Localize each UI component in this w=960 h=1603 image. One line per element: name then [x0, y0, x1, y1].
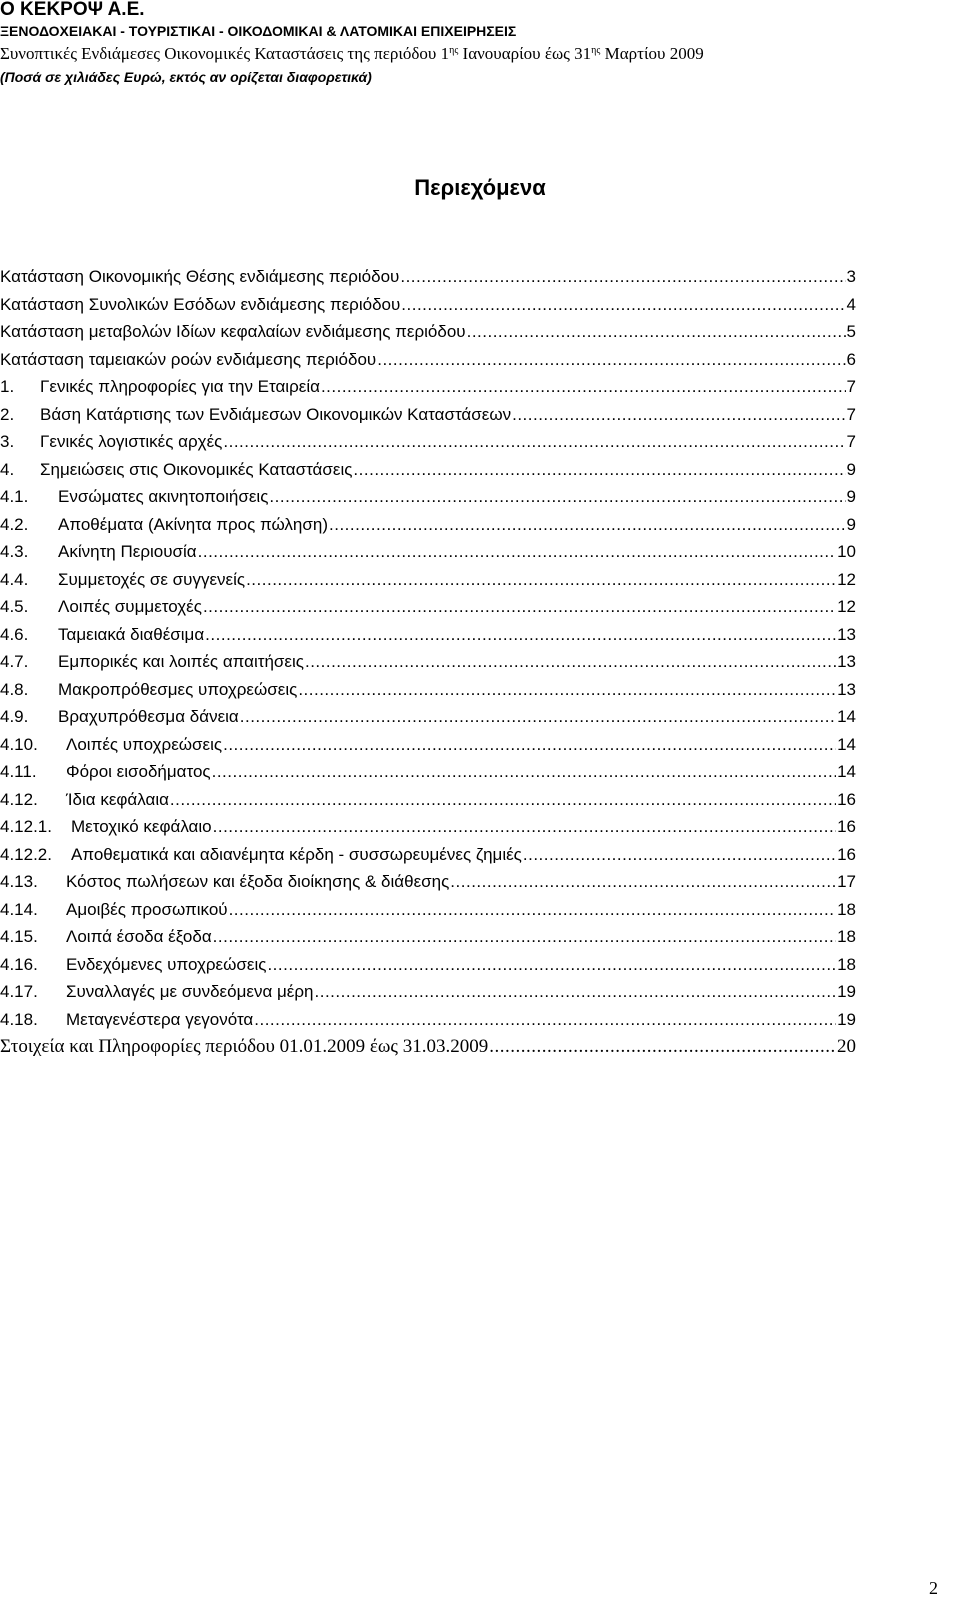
- dot-leader: [213, 926, 836, 948]
- statement-title: [0, 43, 704, 65]
- toc-entry-title: Βάση Κατάρτισης των Ενδιάμεσων Οικονομικών Καταστάσεων: [40, 404, 512, 424]
- toc-entry-number: 4.12.: [0, 789, 38, 809]
- toc-entry-title: Γενικές πληροφορίες για την Εταιρεία: [40, 377, 320, 396]
- dot-leader: [240, 706, 836, 728]
- toc-entry-number: 4.7.: [0, 652, 29, 671]
- dot-leader: [400, 266, 845, 288]
- toc-entry-page: 9: [846, 459, 856, 479]
- toc-entry-title: Λοιπές υποχρεώσεις: [66, 734, 223, 754]
- toc-entry-title: Ταμειακά διαθέσιμα: [58, 624, 205, 644]
- toc-entry-page: 9: [846, 514, 856, 534]
- toc-entry-title: Λοιπές συμμετοχές: [58, 597, 202, 616]
- toc-entry-number: 4.10.: [0, 734, 38, 754]
- toc-entry[interactable]: [0, 321, 856, 349]
- toc-entry[interactable]: [0, 734, 856, 762]
- toc-entry-title: Ενσώματες ακινητοποιήσεις: [58, 487, 269, 506]
- toc-entry-number: 4.9.: [0, 707, 29, 726]
- toc-entry-page: 13: [837, 624, 856, 644]
- toc-entry-page: 17: [837, 872, 856, 891]
- toc-entry-number: 4.17.: [0, 982, 38, 1001]
- toc-entry-page: 6: [846, 349, 856, 369]
- toc-entry-title: Κόστος πωλήσεων και έξοδα διοίκησης & διάθεσης: [66, 872, 450, 891]
- toc-entry-page: 19: [837, 982, 856, 1001]
- toc-entry-title: Αποθεματικά και αδιανέμητα κέρδη - συσσωρευμένες ζημιές: [71, 844, 522, 864]
- toc-entry-title: Αποθέματα (Ακίνητα προς πώληση): [58, 514, 328, 534]
- dot-leader: [467, 321, 846, 343]
- dot-leader: [198, 541, 836, 563]
- toc-entry[interactable]: [0, 899, 856, 927]
- dot-leader: [223, 734, 836, 756]
- toc-entry-number: 4.18.: [0, 1009, 38, 1029]
- ordinal-suffix: ης: [591, 45, 601, 56]
- dot-leader: [315, 981, 837, 1003]
- toc-entry[interactable]: [0, 679, 856, 707]
- dot-leader: [321, 376, 846, 398]
- toc-entry[interactable]: [0, 486, 856, 514]
- toc-entry-page: 18: [837, 927, 856, 946]
- toc-entry[interactable]: [0, 789, 856, 817]
- toc-entry-title: Συμμετοχές σε συγγενείς: [58, 569, 246, 589]
- toc-entry[interactable]: [0, 349, 856, 377]
- toc-entry-number: 4.5.: [0, 597, 29, 616]
- toc-entry[interactable]: [0, 569, 856, 597]
- toc-entry[interactable]: [0, 294, 856, 322]
- toc-entry-title: Μετοχικό κεφάλαιο: [71, 817, 212, 836]
- page-number: 2: [929, 1578, 938, 1598]
- toc-entry-number: 4.8.: [0, 679, 29, 699]
- dot-leader: [401, 294, 845, 316]
- toc-entry-page: 14: [837, 762, 856, 781]
- toc-entry-page: 13: [837, 652, 856, 671]
- toc-entry-title: Στοιχεία και Πληροφορίες περιόδου 01.01.2009 έως 31.03.2009: [0, 1036, 489, 1057]
- ordinal-suffix: ης: [449, 45, 459, 56]
- toc-entry-number: 1.: [0, 377, 15, 396]
- statement-title-part: Μαρτίου 2009: [600, 44, 704, 63]
- toc-entry-page: 18: [837, 954, 856, 974]
- dot-leader: [450, 871, 836, 893]
- toc-entry[interactable]: [0, 954, 856, 982]
- toc-entry-number: 4.15.: [0, 927, 38, 946]
- toc-entry-title: Συναλλαγές με συνδεόμενα μέρη: [66, 982, 314, 1001]
- toc-entry-number: 4.11.: [0, 762, 37, 781]
- toc-entry[interactable]: [0, 844, 856, 872]
- toc-entry-title: Ακίνητη Περιουσία: [58, 542, 197, 561]
- dot-leader: [353, 459, 845, 481]
- toc-entry-page: 3: [846, 267, 856, 286]
- toc-entry-number: 4.3.: [0, 542, 29, 561]
- toc-entry-number: 4.14.: [0, 899, 38, 919]
- toc-entry-page: 10: [837, 542, 856, 561]
- toc-entry-title: Κατάσταση μεταβολών Ιδίων κεφαλαίων ενδιάμεσης περιόδου: [0, 322, 466, 341]
- dot-leader: [229, 899, 837, 921]
- toc-entry[interactable]: [0, 926, 856, 954]
- toc-entry[interactable]: [0, 706, 856, 734]
- toc-entry-title: Κατάσταση Οικονομικής Θέσης ενδιάμεσης περιόδου: [0, 267, 400, 286]
- dot-leader: [512, 404, 845, 426]
- toc-entry-page: 12: [837, 597, 856, 616]
- toc-entry-page: 19: [837, 1009, 856, 1029]
- toc-entry[interactable]: [0, 1009, 856, 1037]
- toc-entry-number: 4.13.: [0, 872, 38, 891]
- company-sector: ΞΕΝΟΔΟΧΕΙΑΚΑΙ - ΤΟΥΡΙΣΤΙΚΑΙ - ΟΙΚΟΔΟΜΙΚΑΙ & ΛΑΤΟΜΙΚΑΙ ΕΠΙΧΕΙΡΗΣΕΙΣ: [0, 23, 517, 39]
- dot-leader: [269, 486, 845, 508]
- toc-entry-page: 14: [837, 734, 856, 754]
- toc-entry-page: 16: [837, 844, 856, 864]
- dot-leader: [170, 789, 836, 811]
- toc-entry-number: 3.: [0, 432, 15, 451]
- statement-title-part: Συνοπτικές Ενδιάμεσες Οικονομικές Καταστάσεις της περιόδου 1: [0, 44, 450, 63]
- toc-entry-page: 14: [837, 707, 856, 726]
- toc-entry-number: 4.4.: [0, 569, 29, 589]
- toc-entry-page: 12: [837, 569, 856, 589]
- toc-entry[interactable]: [0, 376, 856, 404]
- toc-entry-title: Σημειώσεις στις Οικονομικές Καταστάσεις: [40, 459, 353, 479]
- toc-entry[interactable]: [0, 266, 856, 294]
- toc-entry[interactable]: [0, 981, 856, 1009]
- company-name: Ο ΚΕΚΡΟΨ Α.Ε.: [0, 0, 145, 20]
- toc-entry-title: Γενικές λογιστικές αρχές: [40, 432, 223, 451]
- dot-leader: [523, 844, 836, 866]
- toc-entry-page: 4: [846, 294, 856, 314]
- dot-leader: [489, 1036, 836, 1058]
- dot-leader: [246, 569, 836, 591]
- dot-leader: [254, 1009, 836, 1031]
- toc-entry-page: 16: [837, 789, 856, 809]
- toc-entry-title: Εμπορικές και λοιπές απαιτήσεις: [58, 652, 304, 671]
- dot-leader: [298, 679, 836, 701]
- toc-entry-page: 18: [837, 899, 856, 919]
- dot-leader: [213, 816, 836, 838]
- statement-title-part: Ιανουαρίου έως 31: [458, 44, 592, 63]
- toc-entry-title: Κατάσταση Συνολικών Εσόδων ενδιάμεσης περιόδου: [0, 294, 401, 314]
- toc-entry[interactable]: [0, 404, 856, 432]
- toc-entry-title: Αμοιβές προσωπικού: [66, 899, 228, 919]
- dot-leader: [223, 431, 845, 453]
- toc-entry-number: 4.12.2.: [0, 844, 52, 864]
- toc-entry[interactable]: [0, 816, 856, 844]
- dot-leader: [203, 596, 836, 618]
- toc-entry-title: Μακροπρόθεσμες υποχρεώσεις: [58, 679, 298, 699]
- toc-entry[interactable]: [0, 761, 856, 789]
- toc-entry-page: 20: [837, 1036, 856, 1057]
- toc-entry-number: 4.1.: [0, 487, 29, 506]
- dot-leader: [377, 349, 845, 371]
- table-of-contents: [0, 266, 856, 1064]
- toc-entry-page: 13: [837, 679, 856, 699]
- toc-entry[interactable]: [0, 431, 856, 459]
- toc-entry[interactable]: [0, 1036, 856, 1064]
- toc-entry-page: 16: [837, 817, 856, 836]
- toc-entry-number: 4.2.: [0, 514, 29, 534]
- toc-entry-title: Μεταγενέστερα γεγονότα: [66, 1009, 254, 1029]
- amounts-note: (Ποσά σε χιλιάδες Ευρώ, εκτός αν ορίζεται διαφορετικά): [0, 69, 372, 85]
- toc-entry-title: Λοιπά έσοδα έξοδα: [66, 927, 212, 946]
- toc-entry[interactable]: [0, 541, 856, 569]
- toc-entry-title: Φόροι εισοδήματος: [66, 762, 211, 781]
- toc-entry-number: 4.16.: [0, 954, 38, 974]
- toc-entry[interactable]: [0, 596, 856, 624]
- toc-entry-number: 4.6.: [0, 624, 29, 644]
- toc-entry-page: 5: [846, 322, 856, 341]
- toc-entry-title: Βραχυπρόθεσμα δάνεια: [58, 707, 239, 726]
- toc-entry-title: Κατάσταση ταμειακών ροών ενδιάμεσης περιόδου: [0, 349, 377, 369]
- toc-entry-title: Ίδια κεφάλαια: [66, 789, 169, 809]
- toc-entry[interactable]: [0, 459, 856, 487]
- dot-leader: [212, 761, 836, 783]
- toc-heading: Περιεχόμενα: [414, 175, 546, 200]
- toc-entry-number: 2.: [0, 404, 15, 424]
- toc-entry-page: 7: [846, 432, 856, 451]
- toc-entry-title: Ενδεχόμενες υποχρεώσεις: [66, 954, 267, 974]
- toc-entry[interactable]: [0, 871, 856, 899]
- toc-entry-number: 4.12.1.: [0, 817, 52, 836]
- dot-leader: [267, 954, 836, 976]
- dot-leader: [205, 624, 836, 646]
- toc-entry-page: 7: [846, 404, 856, 424]
- toc-entry-page: 7: [846, 377, 856, 396]
- toc-entry[interactable]: [0, 514, 856, 542]
- toc-entry-number: 4.: [0, 459, 15, 479]
- dot-leader: [329, 514, 846, 536]
- toc-entry[interactable]: [0, 651, 856, 679]
- toc-entry-page: 9: [846, 487, 856, 506]
- toc-entry[interactable]: [0, 624, 856, 652]
- dot-leader: [305, 651, 836, 673]
